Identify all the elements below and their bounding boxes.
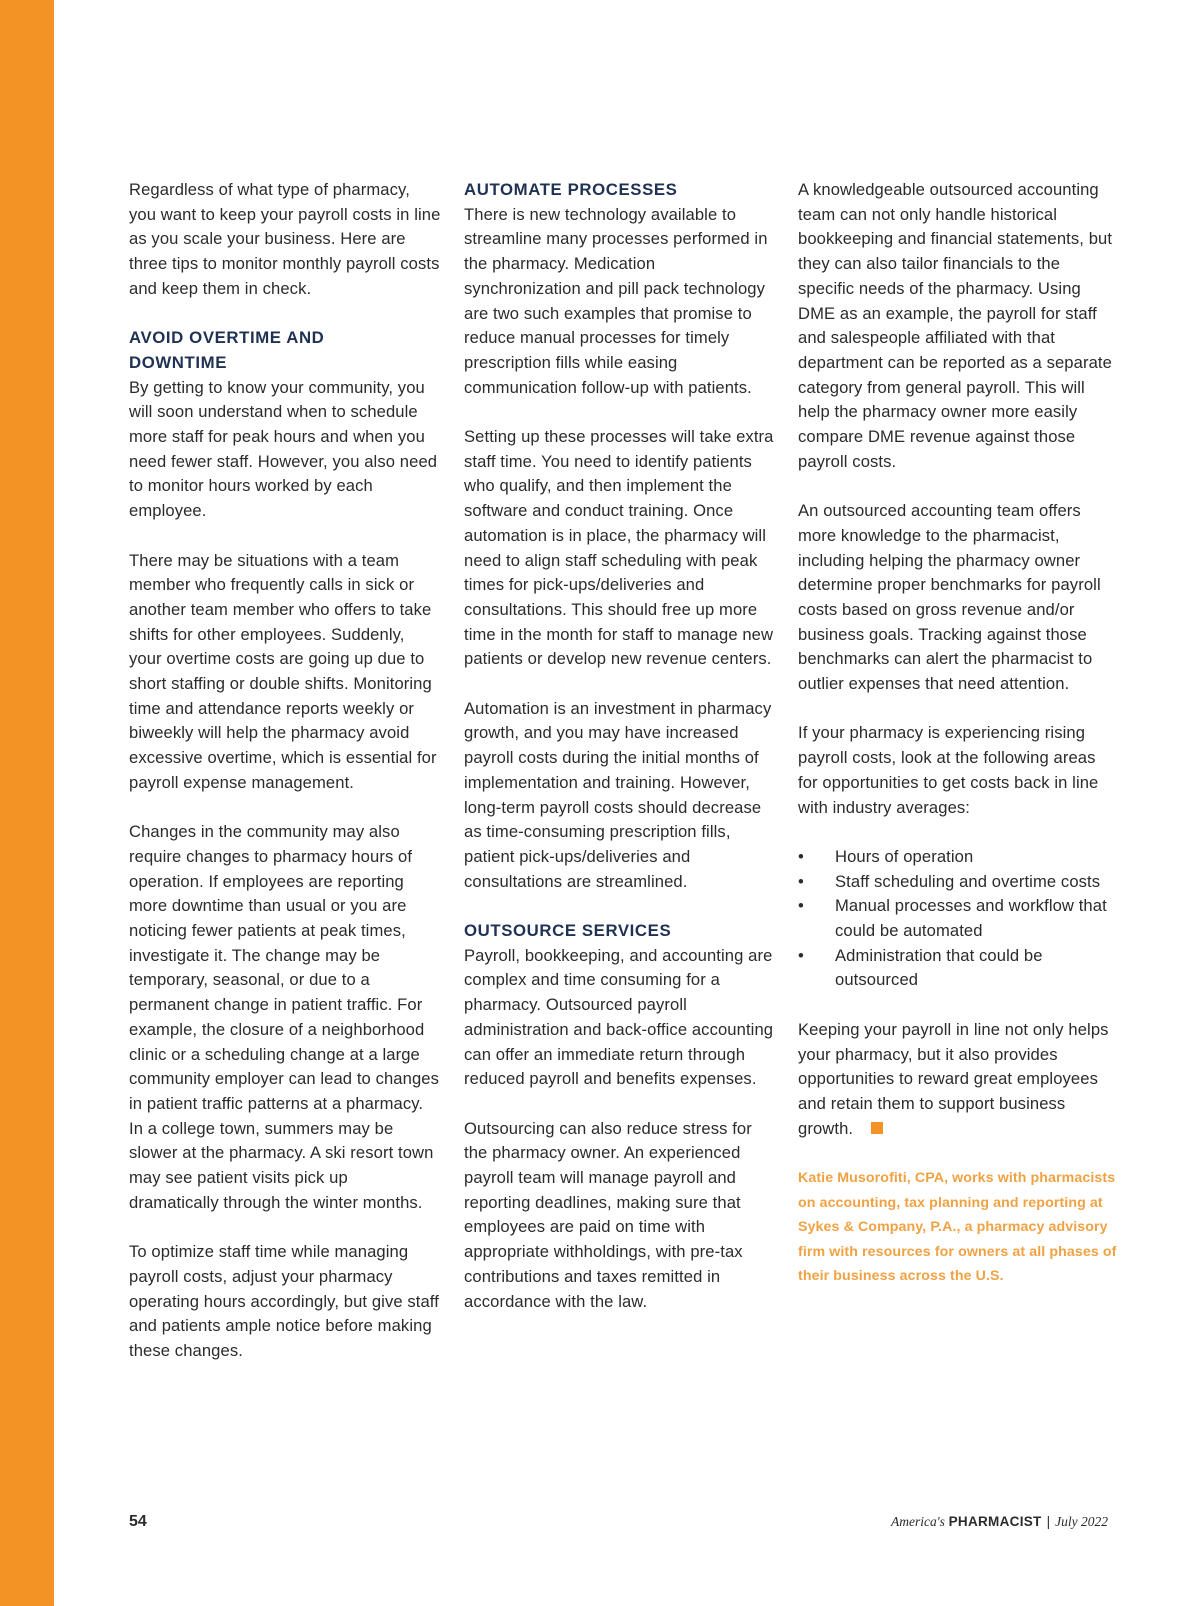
body-paragraph: If your pharmacy is experiencing rising payroll costs, look at the following areas for opportunities to get costs back in line with industry averages: (798, 723, 1099, 817)
heading-line: DOWNTIME (129, 352, 228, 372)
body-paragraph: To optimize staff time while managing payroll costs, adjust your pharmacy operating hours accordingly, but give staff and patients ample notice before making these changes. (129, 1242, 439, 1360)
body-paragraph: There may be situations with a team member who frequently calls in sick or another team member who offers to take shifts for other employees. Suddenly, your overtime costs are going up due to short staffing or double shifts. Monitoring time and attendance reports weekly or biweekly will help the pharmacy avoid excessive overtime, which is essential for payroll expense management. (129, 550, 437, 792)
bullet-icon: • (798, 945, 804, 965)
body-paragraph: An outsourced accounting team offers more knowledge to the pharmacist, including helping the pharmacy owner determine proper benchmarks for payroll costs based on gross revenue and/or business goals. Tracking against those benchmarks can alert the pharmacist to outlier expenses that need attention. (798, 501, 1101, 694)
body-paragraph: There is new technology available to streamline many processes performed in the pharmacy. Medication synchronization and pill pack technology are two such examples that promise to reduce manual processes for timely prescription fills while easing communication follow-up with patients. (464, 204, 768, 397)
article-column-1 (129, 178, 441, 1364)
heading-line: AVOID OVERTIME AND (129, 328, 325, 348)
body-paragraph: Automation is an investment in pharmacy growth, and you may have increased payroll costs during the initial months of implementation and training. However, long-term payroll costs should decrease as time-consuming prescription fills, patient pick-ups/deliveries and consultations are streamlined. (464, 698, 772, 891)
list-item: • Administration that could be outsourced (798, 945, 1043, 990)
body-paragraph: By getting to know your community, you will soon understand when to schedule more staff for peak hours and when you need fewer staff. However, you also need to monitor hours worked by each employee. (129, 377, 438, 521)
body-paragraph: Payroll, bookkeeping, and accounting are complex and time consuming for a pharmacy. Outsourced payroll administration and back-office accounting can offer an immediate return through reduced payroll and benefits expenses. (464, 945, 774, 1089)
list-item: • Manual processes and workflow that could be automated (798, 896, 1107, 941)
body-paragraph: Outsourcing can also reduce stress for the pharmacy owner. An experienced payroll team will manage payroll and reporting deadlines, making sure that employees are paid on time with appropriate withholdings, with pre-tax contributions and taxes remitted in accordance with the law. (464, 1118, 752, 1311)
magazine-footer (891, 1514, 1108, 1530)
issue-date: July 2022 (1055, 1514, 1108, 1529)
footer-separator: | (1046, 1514, 1051, 1529)
bullet-icon: • (798, 896, 804, 916)
article-column-2 (464, 178, 776, 1314)
section-heading-automate: AUTOMATE PROCESSES (464, 180, 678, 199)
article-column-3 (798, 178, 1118, 1289)
intro-paragraph: Regardless of what type of pharmacy, you want to keep your payroll costs in line as you scale your business. Here are three tips to monitor monthly payroll costs and keep them in check. (129, 180, 441, 298)
body-paragraph: Changes in the community may also require changes to pharmacy hours of operation. If employees are reporting more downtime than usual or you are noticing fewer patients at peak times, investigate it. The change may be temporary, seasonal, or due to a permanent change in patient traffic. For example, the closure of a neighborhood clinic or a scheduling change at a large community employer can lead to changes in patient traffic patterns at a pharmacy. In a college town, summers may be slower at the pharmacy. A ski resort town may see patient visits pick up dramatically through the winter months. (129, 822, 440, 1212)
body-paragraph: Setting up these processes will take extra staff time. You need to identify patients who qualify, and then implement the software and conduct training. Once automation is in place, the pharmacy will need to align staff scheduling with peak times for pick-ups/deliveries and consultations. This should free up more time in the month for staff to manage new patients or develop new revenue centers. (464, 427, 774, 669)
end-square-icon (871, 1122, 883, 1134)
list-item: • Staff scheduling and overtime costs (798, 870, 1118, 895)
list-item: • Hours of operation (798, 845, 1118, 870)
magazine-name: PHARMACIST (948, 1514, 1042, 1529)
bullet-icon: • (798, 871, 804, 891)
orange-side-bar (0, 0, 54, 1606)
bullet-icon: • (798, 846, 804, 866)
section-heading-overtime (129, 326, 441, 375)
bullet-list (798, 845, 1118, 993)
magazine-name-prefix: America's (890, 1514, 945, 1529)
page-number: 54 (129, 1513, 147, 1530)
body-paragraph: A knowledgeable outsourced accounting team can not only handle historical bookkeeping and financial statements, but they can also tailor financials to the specific needs of the pharmacy. Using DME as an example, the payroll for staff and salespeople affiliated with that department can be reported as a separate category from general payroll. This will help the pharmacy owner more easily compare DME revenue against those payroll costs. (798, 180, 1113, 471)
author-bio: Katie Musorofiti, CPA, works with pharmacists on accounting, tax planning and reporting at Sykes & Company, P.A., a pharmacy advisory firm with resources for owners at all phases of their business across the U.S. (798, 1170, 1117, 1285)
closing-paragraph: Keeping your payroll in line not only helps your pharmacy, but it also provides opportunities to reward great employees and retain them to support business growth. (798, 1019, 1109, 1138)
section-heading-outsource: OUTSOURCE SERVICES (464, 921, 672, 941)
